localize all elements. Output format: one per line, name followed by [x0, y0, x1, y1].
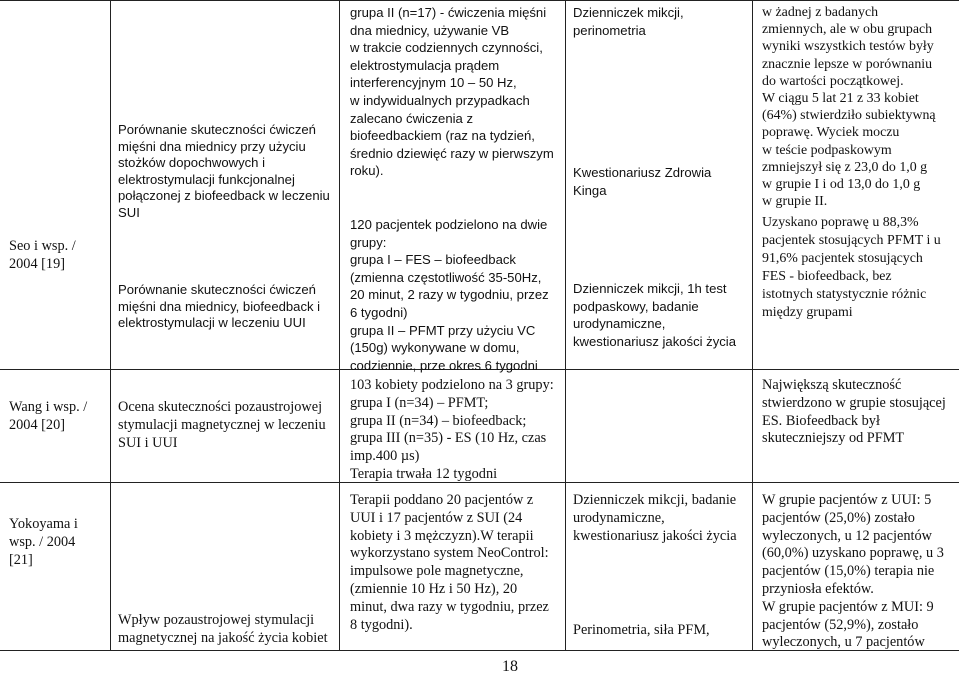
row1-evaluation-3: Dzienniczek mikcji, 1h test podpaskowy, badanie urodynamiczne, kwestionariusz jakości życia	[573, 281, 737, 349]
row1-evaluation-2: Kwestionariusz Zdrowia Kinga	[573, 165, 712, 198]
row3-aim: Wpływ pozaustrojowej stymulacji magnetycznej na jakość życia kobiet	[118, 612, 328, 646]
row1-aim-2: Porównanie skuteczności ćwiczeń mięśni dna miednicy, biofeedback i elektrostymulacji w leczeniu UUI	[118, 282, 321, 331]
row1-evaluation-1: Dzienniczek mikcji, perinometria	[573, 5, 684, 38]
row1-method-1: grupa II (n=17) - ćwiczenia mięśni dna miednicy, używanie VB w trakcie codziennych czynności, elektrostymulacja prądem interferencyjnym 10 – 50 Hz, w indywidualnych przypadkach zalecano ćwiczenia z biofeedbackiem (raz na tydzień, średnio dziewięć razy w pierwszym roku).	[350, 5, 554, 179]
row1-result-1: w żadnej z badanych zmiennych, ale w obu grupach wyniki wszystkich testów były znacznie lepsze w porównaniu do wartości początkowej. W ciągu 5 lat 21 z 33 kobiet (64%) stwierdziło subiektywną poprawę. Wyciek moczu w teście podpaskowym zmniejszył się z 23,0 do 1,0 g w grupie I i od 13,0 do 1,0 g w grupie II.	[762, 5, 936, 210]
col-divider-2	[339, 0, 340, 651]
row1-result-2: Uzyskano poprawę u 88,3% pacjentek stosujących PFMT i u 91,6% pacjentek stosujących FES - biofeedback, bez istotnych statystycznie różnic między grupami	[762, 215, 941, 320]
row2-method: 103 kobiety podzielono na 3 grupy: grupa I (n=34) – PFMT; grupa II (n=34) – biofeedback; grupa III (n=35) - ES (10 Hz, czas imp.400 µs) Terapia trwała 12 tygodni	[350, 377, 554, 482]
row2-aim: Ocena skuteczności pozaustrojowej stymulacji magnetycznej w leczeniu SUI i UUI	[118, 399, 326, 451]
row1-reference: Seo i wsp. / 2004 [19]	[9, 238, 76, 272]
row3-result: W grupie pacjentów z UUI: 5 pacjentów (25,0%) zostało wyleczonych, u 12 pacjentów (60,0%) uzyskano poprawę, u 3 pacjentów (15,0%) terapia nie przyniosła efektów. W grupie pacjentów z MUI: 9 pacjentów (52,9%), zostało wyleczonych, u 7 pacjentów	[762, 492, 944, 651]
page-number: 18	[502, 658, 518, 675]
row3-method: Terapii poddano 20 pacjentów z UUI i 17 pacjentów z SUI (24 kobiety i 3 mężczyzn).W terapii wykorzystano system NeoControl: impulsowe pole magnetyczne, (zmiennie 10 Hz i 50 Hz), 20 minut, dwa razy w tygodniu, przez 8 tygodni).	[350, 492, 549, 633]
row1-aim-1: Porównanie skuteczności ćwiczeń mięśni dna miednicy przy użyciu stożków dopochwowych i elektrostymulacji funkcjonalnej połączonej z biofeedback w leczeniu SUI	[118, 122, 330, 220]
col-divider-4	[752, 0, 753, 651]
table-top-border	[0, 0, 959, 1]
col-divider-1	[110, 0, 111, 651]
row3-reference: Yokoyama i wsp. / 2004 [21]	[9, 516, 78, 568]
row2-result: Największą skuteczność stwierdzono w grupie stosującej ES. Biofeedback był skuteczniejszy od PFMT	[762, 377, 946, 447]
row3-evaluation-2: Perinometria, siła PFM,	[573, 622, 710, 638]
row3-evaluation-1: Dzienniczek mikcji, badanie urodynamiczne, kwestionariusz jakości życia	[573, 492, 737, 544]
row1-method-2: 120 pacjentek podzielono na dwie grupy: grupa I – FES – biofeedback (zmienna częstotliwość 35-50Hz, 20 minut, 2 razy w tygodniu, przez 6 tygodni) grupa II – PFMT przy użyciu VC (150g) wykonywane w domu, codziennie, prze okres 6 tygodni	[350, 217, 549, 373]
col-divider-3	[565, 0, 566, 651]
row2-reference: Wang i wsp. / 2004 [20]	[9, 399, 88, 433]
